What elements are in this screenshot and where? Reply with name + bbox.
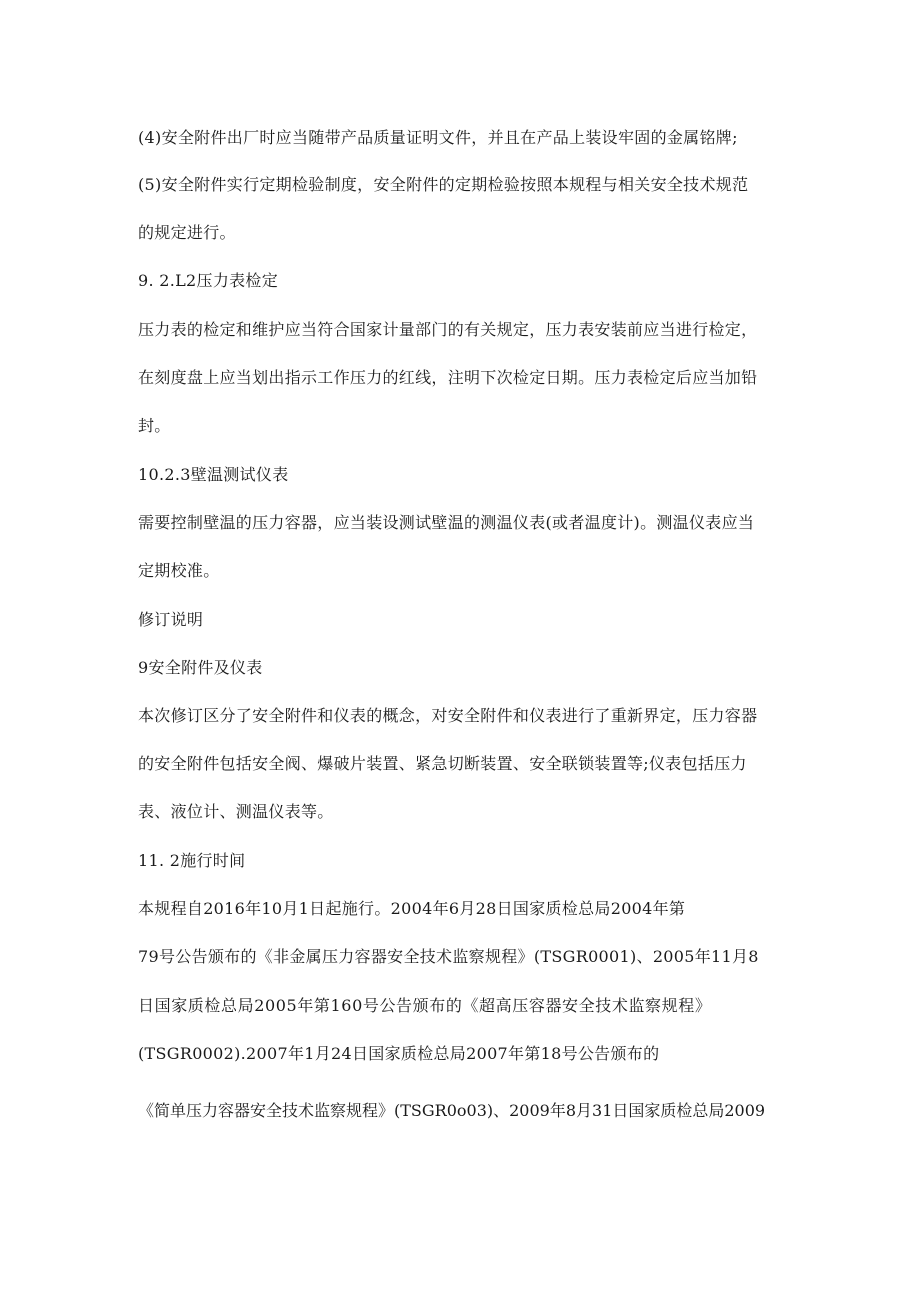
- paragraph-wall-temp-2: 定期校准。: [138, 561, 220, 580]
- paragraph-item-5-cont: 的规定进行。: [138, 223, 236, 242]
- paragraph-effective-1: 本规程自2016年10月1日起施行。2004年6月28日国家质检总局2004年第: [138, 899, 686, 918]
- paragraph-effective-2: 79号公告颁布的《非金属压力容器安全技术监察规程》(TSGR0001)、2005年11月8: [138, 947, 759, 966]
- paragraph-revision-1: 本次修订区分了安全附件和仪表的概念，对安全附件和仪表进行了重新界定，压力容器: [138, 706, 758, 725]
- paragraph-effective-3: 日国家质检总局2005年第160号公告颁布的《超高压容器安全技术监察规程》: [138, 996, 712, 1015]
- section-heading-wall-temp: 10.2.3壁温测试仪表: [138, 465, 289, 484]
- heading-revision-notes: 修订说明: [138, 610, 204, 629]
- paragraph-revision-2: 的安全附件包括安全阀、爆破片装置、紧急切断装置、安全联锁装置等;仪表包括压力: [138, 754, 747, 773]
- paragraph-pressure-gauge-1: 压力表的检定和维护应当符合国家计量部门的有关规定，压力表安装前应当进行检定，: [138, 320, 758, 339]
- paragraph-effective-4: (TSGR0002).2007年1月24日国家质检总局2007年第18号公告颁布的: [138, 1044, 660, 1063]
- paragraph-effective-5: 《简单压力容器安全技术监察规程》(TSGR0o03)、2009年8月31日国家质检总局2009: [138, 1101, 766, 1120]
- paragraph-pressure-gauge-2: 在刻度盘上应当划出指示工作压力的红线，注明下次检定日期。压力表检定后应当加铅: [138, 368, 758, 387]
- paragraph-item-4: (4)安全附件出厂时应当随带产品质量证明文件，并且在产品上装设牢固的金属铭牌;: [138, 128, 738, 147]
- paragraph-item-5: (5)安全附件实行定期检验制度，安全附件的定期检验按照本规程与相关安全技术规范: [138, 175, 749, 194]
- section-heading-effective-date: 11. 2施行时间: [138, 851, 246, 870]
- paragraph-pressure-gauge-3: 封。: [138, 416, 171, 435]
- heading-safety-accessories: 9安全附件及仪表: [138, 658, 263, 677]
- section-heading-pressure-gauge: 9. 2.L2压力表检定: [138, 271, 279, 290]
- paragraph-revision-3: 表、液位计、测温仪表等。: [138, 802, 334, 821]
- paragraph-wall-temp-1: 需要控制壁温的压力容器，应当装设测试壁温的测温仪表(或者温度计)。测温仪表应当: [138, 513, 755, 532]
